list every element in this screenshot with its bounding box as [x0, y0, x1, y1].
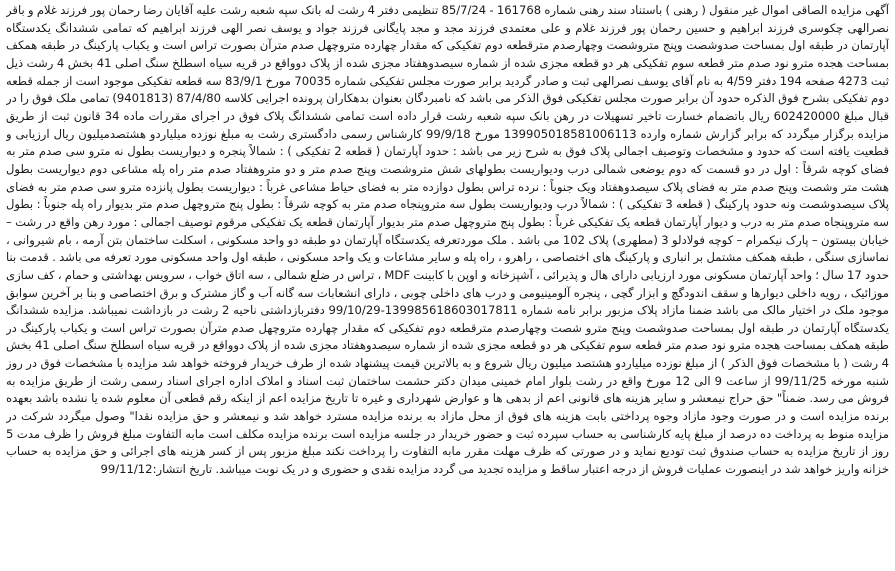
notice-container: [6, 2, 889, 567]
auction-notice-text: [6, 2, 889, 479]
notice-body: آگهی مزایده الصاقی اموال غیر منقول ( رهنی ) باستناد سند رهنی شماره 161768 - 85/7/24 تنظیمی دفتر 4 رشت له بانک سپه شعبه رشت علیه آقایان رضا رحمان پور فرزند غلام و باقر نصرالهی چکوسری فرزند ابراهیم و حسین رحمان پور فرزند غلام و علی معتمدی فرزند مجد و مجد پایگانی فرزند جواد و یوسف نصر الهی فرزند ابراهیم که تمامی ششدانگ یکدستگاه آپارتمان در طبقه اول بمساحت صدوشصت وپنج متروشصت وچهارصدم مترقطعه دوم تفکیکی که مقدار چهارده متروچهل صدم مترآن بصورت تراس است و یکباب پارکینگ در طبقه همکف بمساحت هجده مترو نود صدم متر قطعه سوم تفکیکی هر دو قطعه مجزی شده از شماره سیصدوهفتاد مجزی شده از پلاک دوواقع در قریه سیاه اسطلخ سنگ اصلی 41 بخش 4 رشت ذیل ثبت 4273 صفحه 194 دفتر 4/59 به نام آقای یوسف نصرالهی ثبت و صادر گردید برابر صورت مجلس تفکیکی شماره 70035 مورخ 83/9/1 سه قطعه تفکیکی موجود است از جمله قطعه دوم تفکیکی بشرح فوق الذکره حدود آن برابر صورت مجلس تفکیکی فوق الذکر می باشد که نامبردگان بعنوان بدهکاران پرونده اجرایی کلاسه 87/4/80 (9401813) تمامی ملک فوق را در قبال مبلغ 602420000 ریال باتضمام خسارت تاخیر تسهیلات در رهن بانک سپه شعبه رشت قرار داده است تمامی ششدانگ پلاک فوق در اجرای مقررات ماده 34 قانون ثبت از طریق مزایده برگزار میگردد که برابر گزارش شماره وارده 139905018581006113 مورخ 99/9/18 کارشناس رسمی دادگستری رشت به مبلغ نوزده میلیاردو هشتصدمیلیون ریال ارزیابی و قطعیت یافته است که حدود و مشخصات وتوصیف اجمالی پلاک فوق به شرح زیر می باشد : حدود آپارتمان ( قطعه 2 تفکیکی ) : شمالاً پنجره و دیواریست بطول نه مترو سی صدم متر به فضای کوچه شرقاً : اول در دو قسمت که دوم یوضعی شمالی درب ودیواریست بطولهای شش متروشصت وپنج صدم متر و دو متروهفتاد صدم متر راه پله مشاعی دوم دیواریست بطول هشت متر وشصت وپنج صدم متر به فضای پلاک سیصدوهفتاد ویک جنوباً : نرده تراس بطول دوازده متر به فضای حیاط مشاعی غرباً : دیواریست بطول پانزده مترو سی صدم متر به فضای پلاک سیصدوشصت ونه حدود پارکینگ ( قطعه 3 تفکیکی ) : شمالاً درب ودیواریست بطول سه متروپنجاه صدم متر به کوچه شرقاً : بطول پنج متروچهل صدم متر بدیوار راه پله جنوباً : بطول سه متروپنجاه صدم متر به درب و دیوار آپارتمان قطعه یک تفکیکی غرباً : بطول پنج متروچهل صدم متر بدیوار آپارتمان قطعه یک تفکیکی مرقوم توصیف اجمالی : مورد رهن واقع در رشت – خیابان بیستون – پارک نیکمرام – کوچه فولادلو 3 (مطهری) پلاک 102 می باشد . ملک موردتعرفه یکدستگاه آپارتمان دو طبقه دو واحد مسکونی ، اسکلت ساختمان بتن آرمه ، بام شیروانی ، نماسازی سنگی ، طبقه همکف مشتمل بر انباری و پارکینگ های اختصاصی ، راهرو ، راه پله و سایر مشاعات و یک واحد مسکونی ، طبقه اول واحد مسکونی مورد تعرفه می باشد . قدمت بنا حدود 17 سال ؛ واحد آپارتمان مسکونی مورد ارزیابی دارای هال و پذیرائی ، آشپزخانه و اوپن با کابینت MDF ، تراس در ضلع شمالی ، سه اتاق خواب ، سرویس بهداشتی و حمام ، کف سازی موزائیک ، رویه داخلی دیوارها و سقف اندودگچ و ابزار گچی ، پنجره آلومینیومی و درب های داخلی چوبی ، دارای انشعابات سه گانه آب و گاز مشترک و برق اختصاصی و بنا بر آخرین سوابق موجود ملک در اختیار مالک می باشد ضمنا مازاد پلاک مزبور برابر نامه شماره 139985618603017811-99/10/29 دفتربازداشتی ناحیه 2 رشت در بازداشت نمیباشد. مزایده ششدانگ یکدستگاه آپارتمان در طبقه اول بمساحت صدوشصت وپنج مترو شصت وچهارصدم مترقطعه دوم تفکیکی که مقدار چهارده متروچهل صدم مترآن بصورت تراس است و یکباب پارکینگ در طبقه همکف بمساحت هجده مترو نود صدم متر قطعه سوم تفکیکی هر دو قطعه مجزی شده از شماره سیصدوهفتاد مجزی شده از پلاک دوواقع در قریه سیاه اسطلخ سنگ اصلی 41 بخش 4 رشت ( با مشخصات فوق الذکر ) از مبلغ نوزده میلیاردو هشتصد میلیون ریال شروع و به بالاترین قیمت پیشنهاد شده از طرف خریدار فروخته خواهد شد مزایده با مشخصات فوق در روز شنبه مورخه 99/11/25 از ساعت 9 الی 12 مورخ واقع در رشت بلوار امام خمینی میدان دکتر حشمت ساختمان ثبت اسناد و املاک اداره اجرای اسناد رسمی رشت از طریق مزایده به فروش می رسد. ضمناً" حق حراج نیمعشر و سایر هزینه های قانونی اعم از بدهی ها و عوارض شهرداری و غیره تا تاریخ مزایده اعم از اینکه رقم قطعی آن معلوم شده یا نشده باشد بعهده برنده مزایده است و در صورت وجود مازاد وجوه پرداختی بابت هزینه های فوق از محل مازاد به برنده مزایده مسترد خواهد شد و نیمعشر و حق مزایده نقدا" وصول میگردد شرکت در مزایده منوط به پرداخت ده درصد از مبلغ پایه کارشناسی به حساب سپرده ثبت و حضور خریدار در جلسه مزایده است برنده مزایده مکلف است مابه التفاوت مبلغ فروش را ظرف مدت 5 روز از تاریخ مزایده به حساب صندوق ثبت تودیع نماید و در صورتی که ظرف مهلت مقرر مابه التفاوت را پرداخت نکند مبلغ مزبور پس از کسر هزینه های اجرائی و حق مزایده به حساب خزانه واریز خواهد شد در اینصورت عملیات فروش از درجه اعتبار ساقط و مزایده تجدید می گردد مزایده نقدی و حضوری و در یک نوبت میباشد. تاریخ انتشار:99/11/12: [6, 3, 889, 477]
